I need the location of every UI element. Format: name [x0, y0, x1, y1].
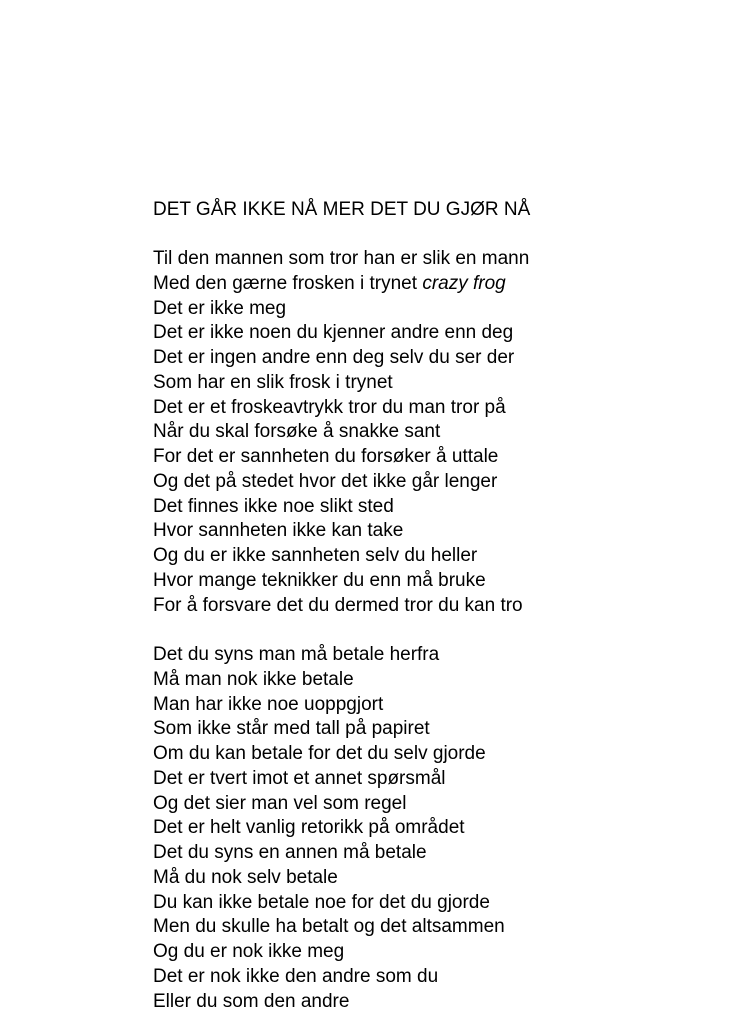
poem-line: Må man nok ikke betale	[153, 668, 354, 690]
poem-line: For å forsvare det du dermed tror du kan tro	[153, 594, 523, 616]
poem-line: Det er ikke meg	[153, 297, 287, 319]
poem-line: Det er helt vanlig retorikk på området	[153, 817, 465, 839]
italic-phrase: crazy frog	[422, 272, 506, 294]
poem-line: Og det sier man vel som regel	[153, 792, 407, 814]
poem-line: Hvor mange teknikker du enn må bruke	[153, 569, 486, 591]
poem-line: Det er nok ikke den andre som du	[153, 965, 439, 987]
poem-line: Man har ikke noe uoppgjort	[153, 693, 384, 715]
poem-line: Det finnes ikke noe slikt sted	[153, 495, 394, 517]
poem-line: Og du er nok ikke meg	[153, 941, 345, 962]
poem-line: Når du skal forsøke å snakke sant	[153, 421, 441, 443]
poem-line: Men du skulle ha betalt og det altsammen	[153, 916, 505, 938]
stanza-2	[153, 643, 505, 1014]
poem-line: Det er tvert imot et annet spørsmål	[153, 767, 446, 789]
poem-line: Det du syns en annen må betale	[153, 842, 427, 863]
poem-line: Du kan ikke betale noe for det du gjorde	[153, 891, 490, 913]
poem-line-text: Med den gærne frosken i trynet	[153, 272, 423, 294]
poem-line: Og det på stedet hvor det ikke går lenger	[153, 470, 498, 492]
poem-line: Det er ingen andre enn deg selv du ser der	[153, 347, 515, 368]
poem-line: Det du syns man må betale herfra	[153, 644, 440, 665]
poem-line: Til den mannen som tror han er slik en mann	[153, 248, 530, 269]
poem-line: Om du kan betale for det du selv gjorde	[153, 743, 486, 764]
stanza-1	[153, 247, 529, 618]
poem-line: Som ikke står med tall på papiret	[153, 718, 430, 740]
poem-line	[153, 272, 529, 297]
poem-line: Hvor sannheten ikke kan take	[153, 520, 404, 542]
poem-line: Må du nok selv betale	[153, 866, 338, 888]
poem-line: Og du er ikke sannheten selv du heller	[153, 545, 478, 566]
poem-line: Det er et froskeavtrykk tror du man tror på	[153, 396, 506, 418]
poem-line: Eller du som den andre	[153, 990, 350, 1012]
poem-line: Det er ikke noen du kjenner andre enn deg	[153, 322, 514, 344]
poem-line: For det er sannheten du forsøker å uttale	[153, 446, 499, 467]
poem-title: DET GÅR IKKE NÅ MER DET DU GJØR NÅ	[153, 199, 531, 220]
poem-line: Som har en slik frosk i trynet	[153, 371, 393, 393]
